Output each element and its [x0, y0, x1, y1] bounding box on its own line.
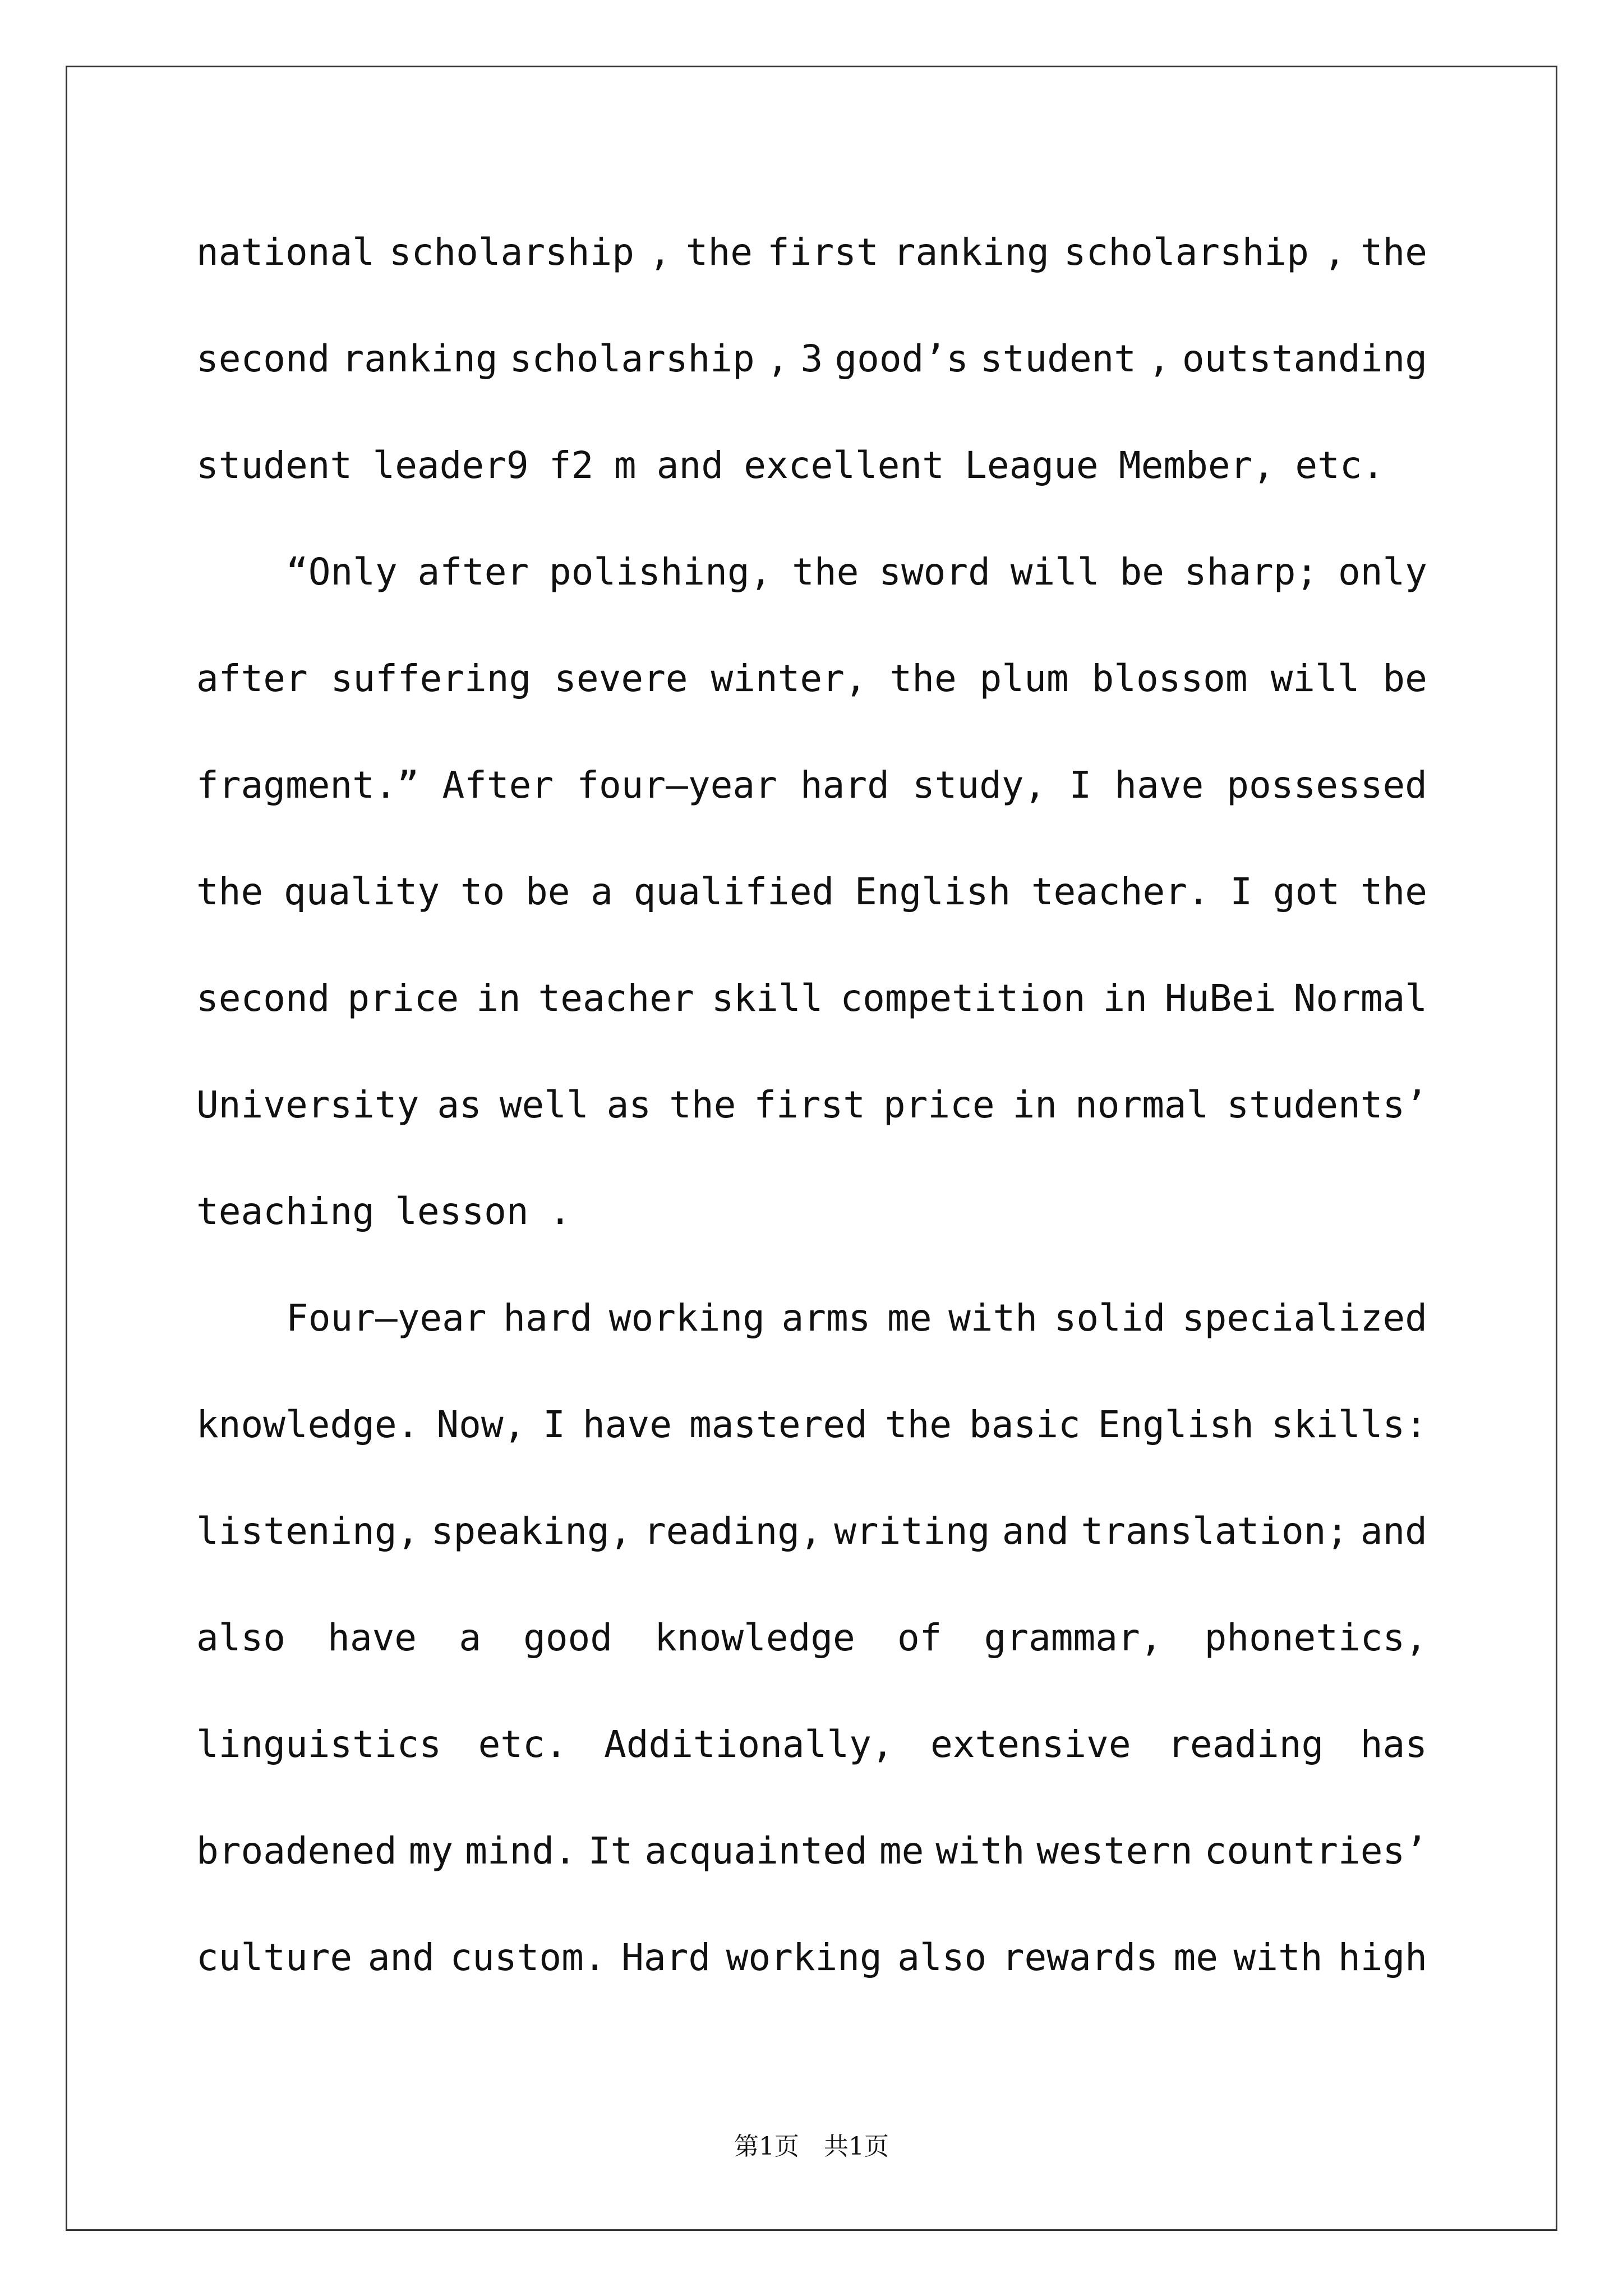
word: teacher: [538, 977, 694, 1020]
word: has: [1360, 1723, 1427, 1766]
word: a: [591, 870, 613, 913]
word: good: [523, 1616, 613, 1659]
word: and: [1002, 1510, 1069, 1553]
word: with: [1233, 1936, 1323, 1979]
word: excellent: [744, 444, 944, 487]
word: western: [1036, 1829, 1193, 1872]
text-line: [196, 1918, 1427, 2025]
word: HuBei: [1164, 977, 1276, 1020]
word: mastered: [689, 1403, 868, 1446]
word: custom.: [450, 1936, 606, 1979]
word: got: [1272, 870, 1340, 913]
word: leader9: [372, 444, 529, 487]
document-body: [196, 213, 1427, 2025]
word: as: [606, 1083, 652, 1126]
page-footer: 第1页 共1页: [734, 2132, 889, 2161]
text-line: [196, 213, 1427, 320]
word: “Only: [286, 550, 398, 593]
word: me: [1173, 1936, 1218, 1979]
word: broadened: [196, 1829, 397, 1872]
word: reading,: [643, 1510, 822, 1553]
word: ranking: [342, 337, 498, 380]
word: second: [196, 337, 330, 380]
word: speaking,: [431, 1510, 632, 1553]
word: Four—year: [286, 1296, 487, 1340]
word: will: [1010, 550, 1100, 593]
word: plum: [979, 657, 1069, 700]
word: Hard: [621, 1936, 711, 1979]
word: rewards: [1002, 1936, 1158, 1979]
text-line: [196, 1386, 1427, 1492]
word: winter,: [711, 657, 867, 700]
word: I: [1230, 870, 1253, 913]
word: and: [367, 1936, 435, 1979]
word: good’s: [834, 337, 969, 380]
word: phonetics,: [1204, 1616, 1427, 1659]
word: English: [854, 870, 1011, 913]
word: m: [614, 444, 637, 487]
word: ,: [649, 231, 671, 274]
word: scholarship: [389, 231, 634, 274]
word: After: [442, 763, 554, 807]
word: qualified: [633, 870, 834, 913]
word: have: [328, 1616, 417, 1659]
word: student: [980, 337, 1137, 380]
word: listening,: [196, 1510, 419, 1553]
word: extensive: [930, 1723, 1131, 1766]
word: arms: [781, 1296, 871, 1340]
word: student: [196, 444, 353, 487]
word: have: [1114, 763, 1204, 807]
word: with: [948, 1296, 1038, 1340]
word: It: [588, 1829, 633, 1872]
word: the: [792, 550, 859, 593]
word: basic: [969, 1403, 1081, 1446]
word: price: [883, 1083, 995, 1126]
word: reading: [1168, 1723, 1324, 1766]
word: quality: [283, 870, 440, 913]
word: ,: [1148, 337, 1170, 380]
word: Member,: [1118, 444, 1275, 487]
word: suffering: [330, 657, 532, 700]
word: translation;: [1081, 1510, 1349, 1553]
text-line: [196, 1492, 1427, 1599]
word: the: [196, 870, 264, 913]
word: the: [884, 1403, 952, 1446]
word: f2: [548, 444, 594, 487]
word: me: [887, 1296, 932, 1340]
word: four—year: [577, 763, 777, 807]
word: be: [525, 870, 570, 913]
word: blossom: [1091, 657, 1248, 700]
word: solid: [1054, 1296, 1166, 1340]
word: writing: [834, 1510, 990, 1553]
text-line: [196, 320, 1427, 426]
word: and: [656, 444, 723, 487]
word: skills:: [1271, 1403, 1427, 1446]
word: sharp;: [1184, 550, 1318, 593]
word: the: [685, 231, 753, 274]
word: also: [196, 1616, 285, 1659]
text-line: [196, 1172, 1427, 1279]
word: in: [1012, 1083, 1058, 1126]
text-line: [196, 853, 1427, 959]
word: the: [1360, 870, 1427, 913]
word: and: [1360, 1510, 1427, 1553]
text-line: [196, 1599, 1427, 1705]
word: be: [1382, 657, 1427, 700]
word: scholarship: [1063, 231, 1309, 274]
word: Additionally,: [603, 1723, 894, 1766]
word: polishing,: [549, 550, 772, 593]
word: first: [754, 1083, 865, 1126]
word: the: [1360, 231, 1427, 274]
word: scholarship: [509, 337, 755, 380]
text-line: [196, 746, 1427, 853]
word: be: [1119, 550, 1164, 593]
word: knowledge: [654, 1616, 855, 1659]
word: as: [437, 1083, 482, 1126]
word: me: [879, 1829, 924, 1872]
word: national: [196, 231, 375, 274]
word: English: [1098, 1403, 1254, 1446]
word: hard: [503, 1296, 593, 1340]
word: ranking: [893, 231, 1049, 274]
word: normal: [1075, 1083, 1209, 1126]
word: knowledge.: [196, 1403, 419, 1446]
word: skill: [711, 977, 823, 1020]
word: I: [1069, 763, 1092, 807]
word: will: [1270, 657, 1360, 700]
word: second: [196, 977, 330, 1020]
word: 3: [800, 337, 823, 380]
word: first: [767, 231, 879, 274]
word: price: [347, 977, 459, 1020]
word: my: [408, 1829, 454, 1872]
word: also: [897, 1936, 987, 1979]
word: I: [543, 1403, 566, 1446]
word: etc.: [1295, 444, 1385, 487]
word: lesson: [395, 1190, 529, 1233]
word: Now,: [436, 1403, 526, 1446]
word: competition: [840, 977, 1086, 1020]
word: fragment.”: [196, 763, 419, 807]
word: culture: [196, 1936, 353, 1979]
text-line: [196, 533, 1427, 639]
word: in: [1103, 977, 1147, 1020]
word: students’: [1227, 1083, 1427, 1126]
word: League: [965, 444, 1099, 487]
word: Normal: [1293, 977, 1427, 1020]
word: the: [669, 1083, 736, 1126]
word: have: [583, 1403, 672, 1446]
word: ,: [1324, 231, 1346, 274]
word: in: [476, 977, 521, 1020]
text-line: [196, 1066, 1427, 1172]
word: to: [460, 870, 505, 913]
word: of: [897, 1616, 942, 1659]
word: grammar,: [984, 1616, 1163, 1659]
word: working: [608, 1296, 765, 1340]
word: possessed: [1227, 763, 1427, 807]
word: sword: [879, 550, 990, 593]
word: study,: [912, 763, 1046, 807]
word: University: [196, 1083, 419, 1126]
word: hard: [800, 763, 889, 807]
word: working: [726, 1936, 882, 1979]
text-line: [196, 1812, 1427, 1918]
word: ,: [766, 337, 789, 380]
word: acquainted: [644, 1829, 868, 1872]
word: only: [1338, 550, 1427, 593]
word: etc.: [478, 1723, 568, 1766]
word: after: [196, 657, 308, 700]
text-line: [196, 426, 1427, 533]
word: teaching: [196, 1190, 375, 1233]
word: the: [889, 657, 957, 700]
word: countries’: [1204, 1829, 1427, 1872]
word: a: [459, 1616, 481, 1659]
word: well: [499, 1083, 589, 1126]
word: .: [548, 1190, 571, 1233]
text-line: [196, 1279, 1427, 1386]
word: mind.: [465, 1829, 577, 1872]
text-line: [196, 959, 1427, 1066]
word: with: [935, 1829, 1025, 1872]
word: teacher.: [1031, 870, 1210, 913]
text-line: [196, 1705, 1427, 1812]
word: linguistics: [196, 1723, 442, 1766]
word: after: [417, 550, 529, 593]
word: severe: [554, 657, 688, 700]
word: high: [1338, 1936, 1427, 1979]
text-line: [196, 639, 1427, 746]
word: specialized: [1182, 1296, 1427, 1340]
word: outstanding: [1182, 337, 1427, 380]
